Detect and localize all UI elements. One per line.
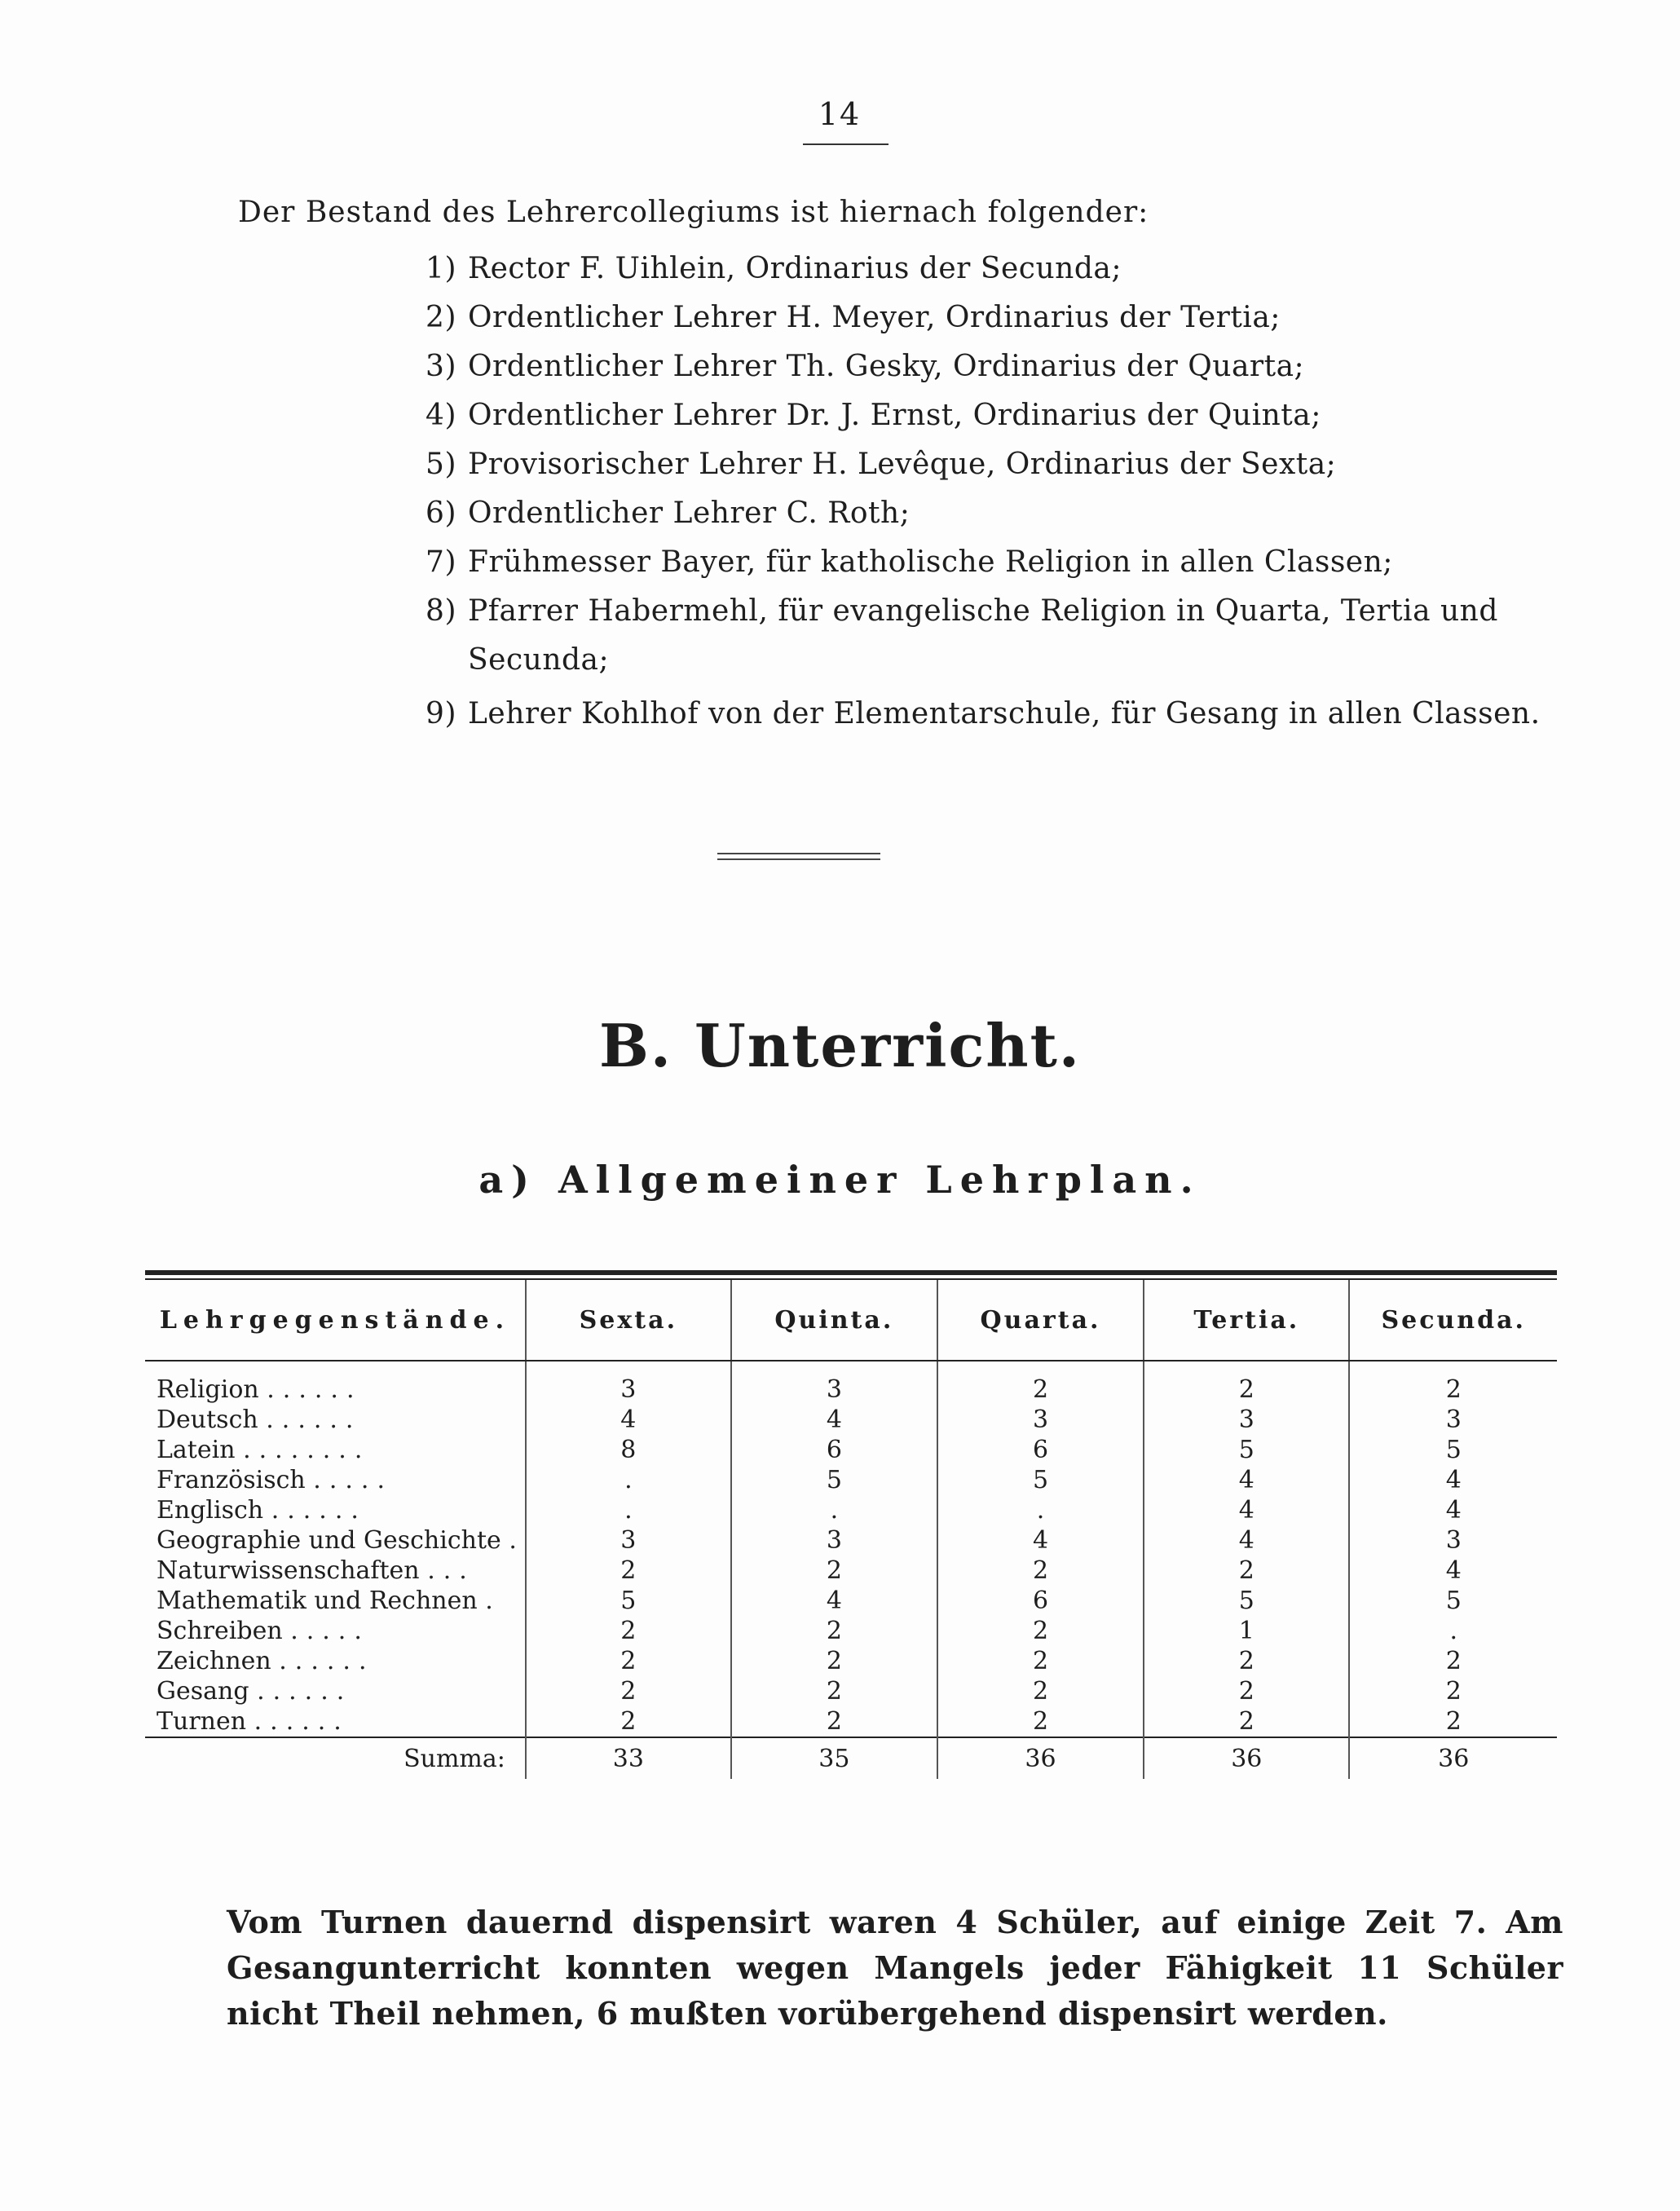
staff-item-text: Pfarrer Habermehl, für evangelische Religion in Quarta, Tertia und (468, 594, 1498, 628)
column-header-tertia: Tertia. (1144, 1280, 1349, 1361)
hours-cell: 2 (937, 1676, 1144, 1706)
hours-cell: . (937, 1495, 1144, 1525)
subject-name: Naturwissenschaften (157, 1556, 420, 1585)
column-header-quinta: Quinta. (731, 1280, 937, 1361)
table-header-row (145, 1280, 1557, 1361)
subject-cell (145, 1706, 526, 1737)
hours-cell: 3 (937, 1405, 1144, 1435)
hours-cell: 4 (1144, 1495, 1349, 1525)
hours-cell: . (731, 1495, 937, 1525)
section-divider-rule (717, 853, 880, 854)
curriculum-table-wrap (145, 1270, 1557, 1779)
staff-item-text: Ordentlicher Lehrer C. Roth; (468, 496, 911, 530)
staff-item (399, 440, 1541, 489)
hours-cell: . (526, 1465, 731, 1495)
subject-cell (145, 1361, 526, 1405)
table-row (145, 1646, 1557, 1676)
hours-cell: 5 (1349, 1586, 1557, 1616)
dot-leader: ...... (257, 1677, 353, 1706)
hours-cell: 2 (937, 1706, 1144, 1737)
subject-name: Religion (157, 1375, 259, 1404)
table-row (145, 1361, 1557, 1405)
table-sum-row (145, 1737, 1557, 1779)
hours-cell: 2 (526, 1556, 731, 1586)
table-row (145, 1676, 1557, 1706)
staff-item (399, 342, 1541, 391)
subject-cell (145, 1616, 526, 1646)
dot-leader: . (509, 1526, 525, 1555)
table-row (145, 1556, 1557, 1586)
table-row (145, 1495, 1557, 1525)
hours-cell: 2 (526, 1706, 731, 1737)
subject-cell (145, 1405, 526, 1435)
column-header-secunda: Secunda. (1349, 1280, 1557, 1361)
hours-cell: 2 (731, 1706, 937, 1737)
staff-item (399, 245, 1541, 293)
subject-cell (145, 1525, 526, 1556)
hours-cell: 2 (1349, 1646, 1557, 1676)
page-number: 14 (818, 96, 862, 132)
hours-cell: 4 (731, 1586, 937, 1616)
hours-cell: 2 (526, 1616, 731, 1646)
staff-item-number: 6) (426, 496, 456, 530)
sum-cell: 33 (526, 1737, 731, 1779)
staff-item-text: Ordentlicher Lehrer Th. Gesky, Ordinarius der Quarta; (468, 350, 1305, 383)
subject-cell (145, 1435, 526, 1465)
table-row (145, 1586, 1557, 1616)
hours-cell: 3 (731, 1361, 937, 1405)
staff-item-number: 8) (426, 594, 456, 628)
hours-cell: 6 (937, 1586, 1144, 1616)
subject-name: Gesang (157, 1677, 249, 1706)
staff-item-text: Ordentlicher Lehrer Dr. J. Ernst, Ordinarius der Quinta; (468, 399, 1321, 432)
column-header-sexta: Sexta. (526, 1280, 731, 1361)
table-row (145, 1706, 1557, 1737)
hours-cell: 6 (731, 1435, 937, 1465)
subject-cell (145, 1646, 526, 1676)
table-row (145, 1405, 1557, 1435)
hours-cell: 4 (1144, 1525, 1349, 1556)
staff-item-number: 5) (426, 448, 456, 481)
staff-item (399, 391, 1541, 440)
dot-leader: ... (427, 1556, 475, 1585)
hours-cell: 2 (731, 1556, 937, 1586)
hours-cell: . (1349, 1616, 1557, 1646)
hours-cell: 2 (1144, 1361, 1349, 1405)
hours-cell: 2 (731, 1646, 937, 1676)
staff-item-number (399, 636, 468, 685)
sum-cell: 36 (1144, 1737, 1349, 1779)
hours-cell: 5 (937, 1465, 1144, 1495)
table-row (145, 1465, 1557, 1495)
subsection-title: a) Allgemeiner Lehrplan. (478, 1158, 1202, 1202)
hours-cell: 4 (526, 1405, 731, 1435)
subject-name: Englisch (157, 1496, 264, 1525)
subject-cell (145, 1465, 526, 1495)
subject-cell (145, 1495, 526, 1525)
hours-cell: 2 (526, 1676, 731, 1706)
hours-cell: 4 (1349, 1465, 1557, 1495)
hours-cell: 5 (526, 1586, 731, 1616)
hours-cell: 2 (1144, 1646, 1349, 1676)
hours-cell: 2 (1349, 1706, 1557, 1737)
staff-item-number: 4) (426, 399, 456, 432)
staff-item-text: Secunda; (468, 643, 610, 677)
hours-cell: 3 (1349, 1405, 1557, 1435)
hours-cell: 2 (1349, 1361, 1557, 1405)
hours-cell: 2 (1144, 1676, 1349, 1706)
subject-cell (145, 1676, 526, 1706)
staff-item-text: Frühmesser Bayer, für katholische Religion in allen Classen; (468, 545, 1393, 579)
subject-name: Französisch (157, 1466, 306, 1494)
subject-name: Latein (157, 1436, 236, 1464)
sum-label: Summa: (145, 1737, 526, 1779)
hours-cell: 5 (1144, 1586, 1349, 1616)
column-header-subject: Lehrgegenstände. (145, 1280, 526, 1361)
dot-leader: ...... (254, 1707, 350, 1736)
table-row (145, 1435, 1557, 1465)
subject-cell (145, 1556, 526, 1586)
hours-cell: 2 (1144, 1706, 1349, 1737)
dot-leader: ..... (313, 1466, 393, 1494)
hours-cell: 4 (1144, 1465, 1349, 1495)
hours-cell: 6 (937, 1435, 1144, 1465)
section-title: B. Unterricht. (599, 1011, 1081, 1080)
sum-cell: 36 (937, 1737, 1144, 1779)
hours-cell: 5 (1349, 1435, 1557, 1465)
hours-cell: 2 (1144, 1556, 1349, 1586)
staff-item-continuation (399, 636, 1541, 685)
staff-list (399, 245, 1541, 739)
staff-item-number: 3) (426, 350, 456, 383)
curriculum-table (145, 1280, 1557, 1779)
footer-paragraph: Vom Turnen dauernd dispensirt waren 4 Schüler, auf einige Zeit 7. Am Gesangunterricht konnten wegen Mangels jeder Fähigkeit 11 Schüler nicht Theil nehmen, 6 mußten vorübergehend dispensirt werden. (227, 1904, 1563, 2032)
staff-item (399, 293, 1541, 342)
table-row (145, 1616, 1557, 1646)
hours-cell: 4 (731, 1405, 937, 1435)
sum-cell: 36 (1349, 1737, 1557, 1779)
dot-leader: ........ (243, 1436, 371, 1464)
staff-item (399, 538, 1541, 587)
hours-cell: 3 (731, 1525, 937, 1556)
hours-cell: 3 (526, 1361, 731, 1405)
hours-cell: 3 (1349, 1525, 1557, 1556)
staff-intro: Der Bestand des Lehrercollegiums ist hiernach folgender: (238, 196, 1149, 229)
hours-cell: 3 (526, 1525, 731, 1556)
hours-cell: 2 (1349, 1676, 1557, 1706)
subject-name: Turnen (157, 1707, 247, 1736)
subject-name: Schreiben (157, 1617, 283, 1645)
hours-cell: 2 (731, 1676, 937, 1706)
hours-cell: 2 (937, 1556, 1144, 1586)
subject-name: Zeichnen (157, 1647, 271, 1675)
hours-cell: . (526, 1495, 731, 1525)
staff-item-number: 9) (426, 697, 456, 730)
hours-cell: 4 (937, 1525, 1144, 1556)
staff-item-number: 1) (426, 252, 456, 285)
table-row (145, 1525, 1557, 1556)
staff-item-text: Provisorischer Lehrer H. Levêque, Ordinarius der Sexta; (468, 448, 1337, 481)
hours-cell: 1 (1144, 1616, 1349, 1646)
staff-item-number: 2) (426, 301, 456, 334)
sum-cell: 35 (731, 1737, 937, 1779)
dot-leader: ..... (290, 1617, 370, 1645)
subject-name: Mathematik und Rechnen (157, 1587, 478, 1615)
dot-leader: ...... (279, 1647, 375, 1675)
staff-item (399, 587, 1541, 636)
staff-item-text: Ordentlicher Lehrer H. Meyer, Ordinarius der Tertia; (468, 301, 1281, 334)
dot-leader: ...... (267, 1375, 363, 1404)
staff-item (399, 489, 1541, 538)
hours-cell: 2 (937, 1646, 1144, 1676)
subject-name: Deutsch (157, 1406, 258, 1434)
staff-item (399, 690, 1541, 739)
hours-cell: 3 (1144, 1405, 1349, 1435)
hours-cell: 2 (731, 1616, 937, 1646)
hours-cell: 2 (526, 1646, 731, 1676)
hours-cell: 4 (1349, 1495, 1557, 1525)
staff-item-text: Lehrer Kohlhof von der Elementarschule, für Gesang in allen Classen. (468, 697, 1541, 730)
subject-name: Geographie und Geschichte (157, 1526, 501, 1555)
hours-cell: 8 (526, 1435, 731, 1465)
dot-leader: ...... (271, 1496, 367, 1525)
staff-item-number: 7) (426, 545, 456, 579)
hours-cell: 4 (1349, 1556, 1557, 1586)
hours-cell: 5 (1144, 1435, 1349, 1465)
dot-leader: ...... (266, 1406, 362, 1434)
table-top-rule (145, 1270, 1557, 1275)
subject-cell (145, 1586, 526, 1616)
dot-leader: . (485, 1587, 501, 1615)
page-number-rule (803, 143, 889, 145)
section-divider-rule (717, 858, 880, 860)
column-header-quarta: Quarta. (937, 1280, 1144, 1361)
hours-cell: 2 (937, 1616, 1144, 1646)
hours-cell: 2 (937, 1361, 1144, 1405)
staff-item-text: Rector F. Uihlein, Ordinarius der Secunda; (468, 252, 1122, 285)
hours-cell: 5 (731, 1465, 937, 1495)
